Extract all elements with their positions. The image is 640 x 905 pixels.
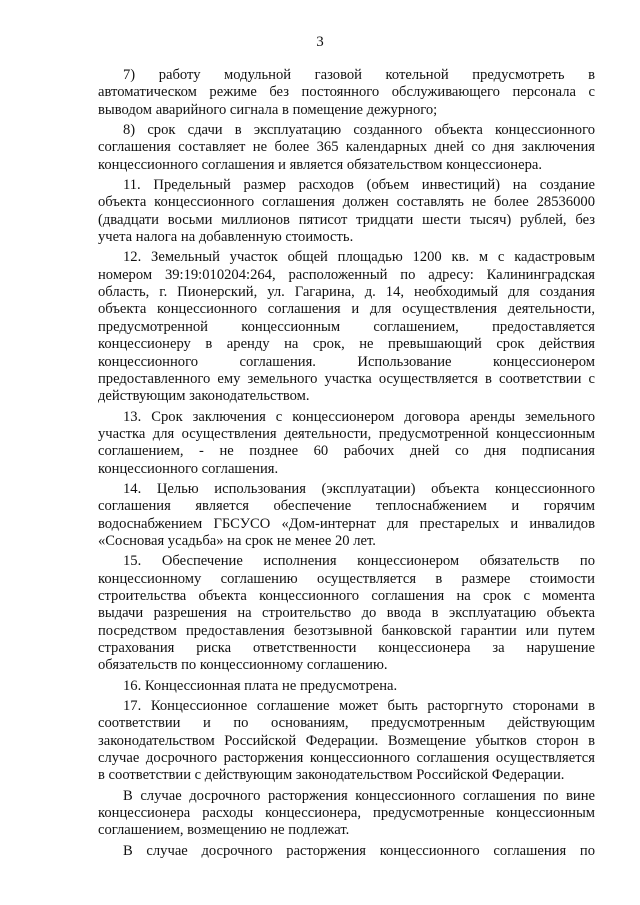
paragraph-p7 bbox=[98, 67, 595, 119]
text-line: законодательством Российской Федерации. Возмещение убытков сторон в bbox=[98, 732, 595, 749]
text-line: строительства объекта концессионного соглашения на срок с момента bbox=[98, 587, 595, 604]
text-line: 11. Предельный размер расходов (объем инвестиций) на создание bbox=[123, 177, 595, 194]
text-line: В случае досрочного расторжения концессионного соглашения по вине bbox=[123, 787, 595, 804]
text-line: посредством предоставления безотзывной банковской гарантии или путем bbox=[98, 622, 595, 639]
text-line: 13. Срок заключения с концессионером договора аренды земельного bbox=[123, 408, 595, 425]
text-line: «Сосновая усадьба» на срок не менее 20 лет. bbox=[98, 532, 376, 549]
paragraph-p8 bbox=[98, 122, 595, 174]
text-line: концессионного соглашения и является обязательством концессионера. bbox=[98, 156, 543, 173]
text-line: концессионного соглашения. bbox=[98, 460, 279, 477]
text-line: область, г. Пионерский, ул. Гагарина, д. 14, необходимый для создания bbox=[98, 284, 595, 301]
text-line: 16. Концессионная плата не предусмотрена. bbox=[123, 677, 398, 694]
text-line: случае досрочного расторжения концессионного соглашения осуществляется bbox=[98, 750, 595, 767]
text-line: 7) работу модульной газовой котельной предусмотреть в bbox=[123, 67, 595, 83]
text-line: в соответствии с действующим законодательством Российской Федерации. bbox=[98, 767, 565, 784]
text-line: 17. Концессионное соглашение может быть расторгнуто сторонами в bbox=[123, 698, 595, 715]
page-number: 3 bbox=[316, 34, 324, 50]
text-line: предусмотренной концессионным соглашением, предоставляется bbox=[98, 318, 595, 335]
text-line: (двадцати восьми миллионов пятисот тридцати шести тысяч) рублей, без bbox=[98, 211, 595, 228]
text-line: В случае досрочного расторжения концессионного соглашения по bbox=[123, 842, 595, 859]
text-line: 8) срок сдачи в эксплуатацию созданного объекта концессионного bbox=[123, 122, 595, 139]
text-line: выдачи разрешения на строительство до ввода в эксплуатацию объекта bbox=[98, 605, 595, 622]
text-line: водоснабжением ГБСУСО «Дом-интернат для престарелых и инвалидов bbox=[98, 515, 595, 532]
text-line: страхования риска ответственности концессионера за нарушение bbox=[98, 640, 595, 656]
text-line: обязательств по концессионному соглашению. bbox=[98, 657, 388, 674]
paragraph-p12 bbox=[98, 249, 595, 405]
text-line: выводом аварийного сигнала в помещение дежурного; bbox=[98, 101, 438, 118]
text-line: объекта концессионного соглашения и для осуществления деятельности, bbox=[98, 301, 595, 318]
text-line: соответствии и по основаниям, предусмотренным действующим bbox=[98, 715, 595, 732]
text-line: соглашением, - не позднее 60 рабочих дней со дня подписания bbox=[98, 443, 595, 460]
paragraph-p19 bbox=[98, 843, 595, 860]
text-line: концессионеру в аренду на срок, не превышающий срок действия bbox=[98, 336, 595, 353]
paragraph-p17 bbox=[98, 698, 595, 785]
text-line: соглашением, возмещению не подлежат. bbox=[98, 822, 350, 839]
paragraph-p14 bbox=[98, 481, 595, 550]
document-body bbox=[98, 67, 595, 863]
text-line: учета налога на добавленную стоимость. bbox=[98, 229, 354, 246]
text-line: 15. Обеспечение исполнения концессионером обязательств по bbox=[123, 553, 595, 570]
text-line: участка для осуществления деятельности, предусмотренной концессионным bbox=[98, 425, 595, 442]
paragraph-p15 bbox=[98, 553, 595, 674]
text-line: номером 39:19:010204:264, расположенный по адресу: Калининградская bbox=[98, 266, 595, 283]
text-line: 12. Земельный участок общей площадью 1200 кв. м с кадастровым bbox=[123, 249, 595, 266]
paragraph-p11 bbox=[98, 177, 595, 246]
text-line: 14. Целью использования (эксплуатации) объекта концессионного bbox=[123, 480, 595, 497]
text-line: объекта концессионного соглашения должен составлять не более 28536000 bbox=[98, 194, 595, 211]
text-line: концессионного соглашения. Использование концессионером bbox=[98, 353, 595, 370]
paragraph-p18 bbox=[98, 788, 595, 840]
text-line: соглашения является обеспечение теплоснабжением и горячим bbox=[98, 498, 595, 515]
paragraph-p16 bbox=[98, 678, 595, 695]
text-line: действующим законодательством. bbox=[98, 388, 310, 405]
text-line: концессионера расходы концессионера, предусмотренные концессионным bbox=[98, 805, 595, 822]
text-line: соглашения составляет не более 365 календарных дней со дня заключения bbox=[98, 139, 595, 156]
paragraph-p13 bbox=[98, 409, 595, 478]
text-line: предоставленного ему земельного участка осуществляется в соответствии с bbox=[98, 370, 595, 387]
text-line: концессионному соглашению осуществляется в размере стоимости bbox=[98, 570, 595, 587]
text-line: автоматическом режиме без постоянного обслуживающего персонала с bbox=[98, 84, 595, 101]
